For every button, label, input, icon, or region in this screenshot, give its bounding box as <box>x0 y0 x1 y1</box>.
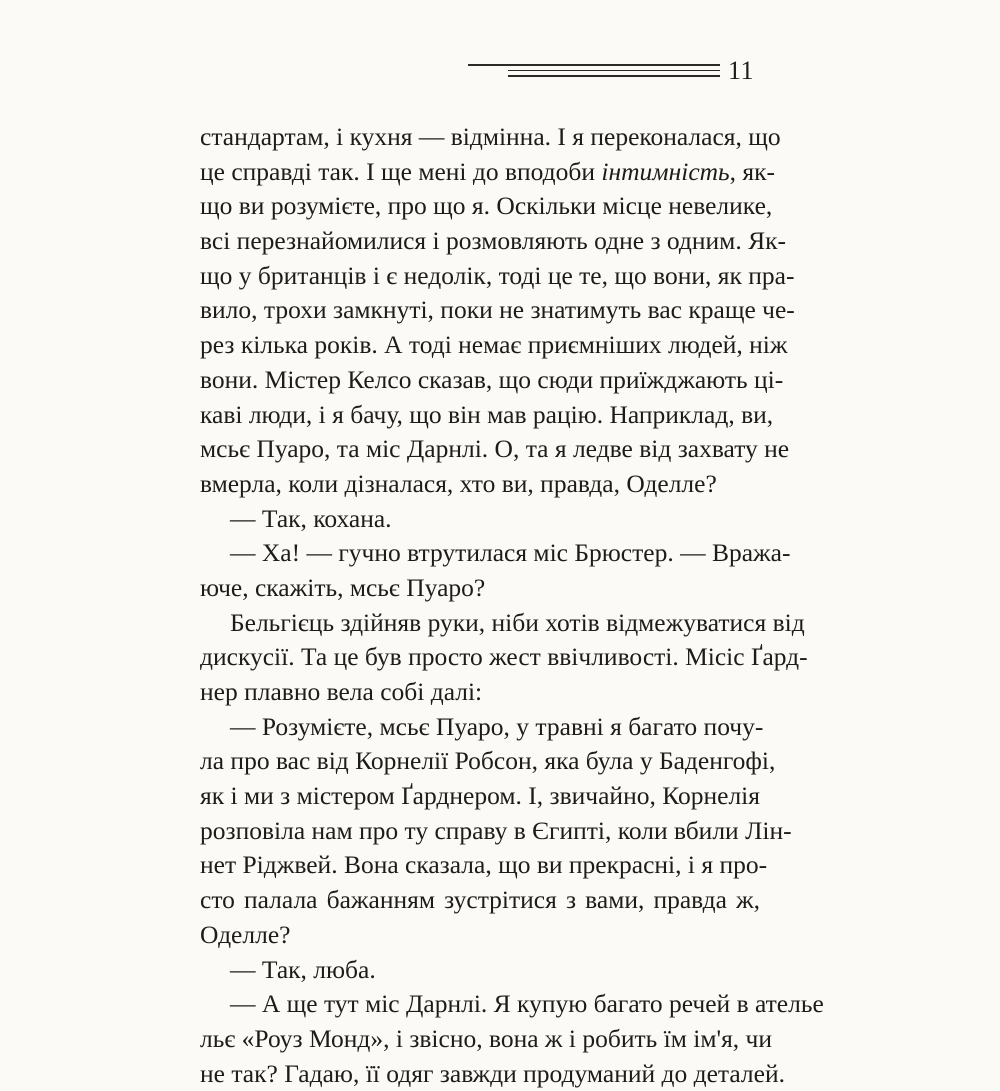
text-line-21: розповіла нам про ту справу в Єгипті, коли вбили Лін- <box>200 815 792 845</box>
text-line-24: Оделле? <box>200 919 291 949</box>
body-text <box>200 120 824 1091</box>
text-line-11: вмерла, коли дізналася, хто ви, правда, Оделле? <box>200 468 717 498</box>
text-line-13: — Ха! — гучно втрутилася міс Брюстер. — Вража- <box>230 538 791 568</box>
text-line-6: вило, трохи замкнуті, поки не знатимуть вас краще че- <box>200 295 795 325</box>
header-rule-line-bottom <box>508 75 720 77</box>
text-line-4: всі перезнайомилися і розмовляють одне з одним. Як- <box>200 226 786 256</box>
text-line-26: — А ще тут міс Дарнлі. Я купую багато речей в ателье <box>230 989 824 1019</box>
text-line-12: — Так, кохана. <box>230 503 392 533</box>
text-line-19: ла про вас від Корнелії Робсон, яка була у Баденгофі, <box>200 746 776 776</box>
header-rule-line-top <box>468 64 720 66</box>
text-line-5: що у британців і є недолік, тоді це те, що вони, як пра- <box>200 260 795 290</box>
text-line-27: льє «Роуз Монд», і звісно, вона ж і робить їм ім'я, чи <box>200 1023 773 1053</box>
text-line-15: Бельгієць здійняв руки, ніби хотів відмежуватися від <box>230 607 805 637</box>
header-rule-line-middle <box>508 70 720 71</box>
text-line-10: мсьє Пуаро, та міс Дарнлі. О, та я ледве від захвату не <box>200 434 790 464</box>
text-line-18: — Розумієте, мсьє Пуаро, у травні я багато почу- <box>230 711 764 741</box>
italic-emphasis: інтимність <box>601 156 730 186</box>
text-line-22: нет Ріджвей. Вона сказала, що ви прекрасні, і я про- <box>200 850 768 880</box>
text-line-17: нер плавно вела собі далі: <box>200 677 483 706</box>
text-line-8: вони. Містер Келсо сказав, що сюди приїжджають ці- <box>200 364 784 394</box>
text-line-20: як і ми з містером Ґарднером. І, звичайно, Корнелія <box>200 781 760 811</box>
text-line-28: не так? Гадаю, її одяг завжди продуманий до деталей. <box>200 1058 785 1088</box>
text-line-3: що ви розумієте, про що я. Оскільки місце невелике, <box>200 191 773 221</box>
text-line-16: дискусії. Та це був просто жест ввічливості. Місіс Ґард- <box>200 642 808 672</box>
text-line-25: — Так, люба. <box>230 954 376 984</box>
text-line-7: рез кілька років. А тоді немає приємніших людей, ніж <box>200 330 788 360</box>
text-line-1: стандартам, і кухня — відмінна. І я переконалася, що <box>200 122 781 151</box>
text-line-23: сто палала бажанням зустрітися з вами, правда ж, <box>200 885 760 915</box>
page-number: 11 <box>728 56 755 85</box>
text-line-2: це справді так. І ще мені до вподоби інтимність, як- <box>200 156 776 186</box>
text-line-9: каві люди, і я бачу, що він мав рацію. Наприклад, ви, <box>200 399 774 429</box>
header-rule <box>468 64 720 80</box>
text-line-14: юче, скажіть, мсьє Пуаро? <box>200 572 486 602</box>
